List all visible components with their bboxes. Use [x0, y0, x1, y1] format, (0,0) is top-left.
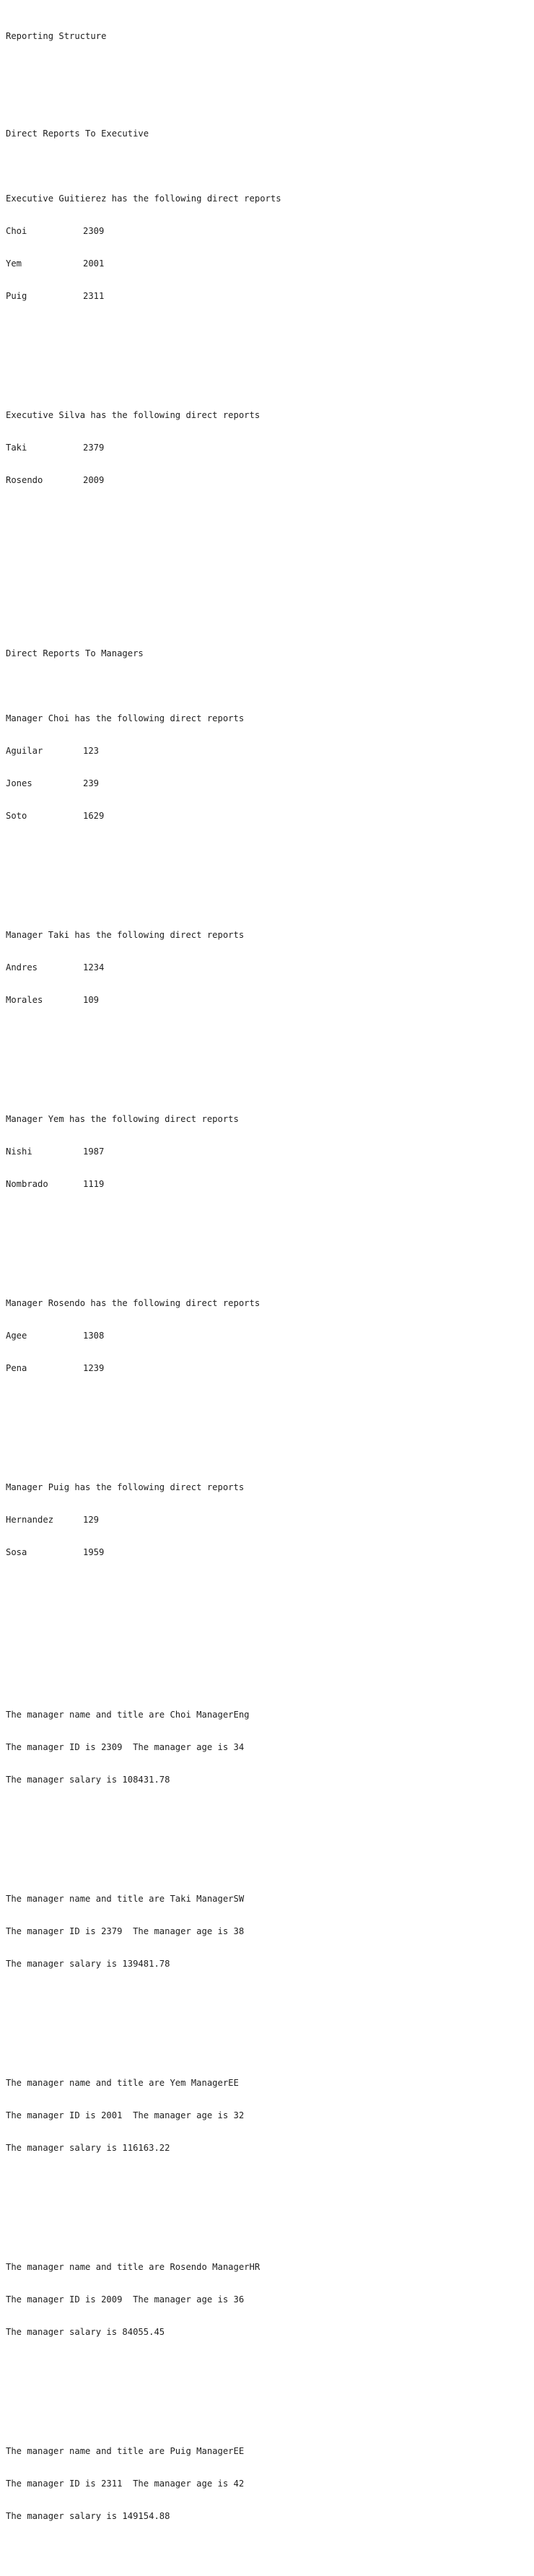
console-output	[6, 9, 525, 2576]
report-name: Hernandez	[6, 1515, 54, 1525]
blank-line	[6, 1049, 525, 1060]
report-row	[6, 1515, 525, 1526]
report-row	[6, 778, 525, 789]
manager-salary: The manager salary is 84055.45	[6, 2327, 165, 2337]
manager-detail-block	[6, 2424, 525, 2544]
report-row	[6, 995, 525, 1006]
manager-group	[6, 1276, 525, 1396]
report-id: 1308	[83, 1331, 105, 1341]
manager-salary: The manager salary is 139481.78	[6, 1959, 170, 1969]
group-header: Manager Yem has the following direct reports	[6, 1114, 239, 1124]
report-row	[6, 1547, 525, 1558]
report-id: 123	[83, 746, 100, 756]
manager-detail-block	[6, 2056, 525, 2175]
report-name: Sosa	[6, 1547, 27, 1557]
report-id: 1119	[83, 1179, 105, 1189]
section-heading: Direct Reports To Managers	[6, 648, 144, 658]
manager-group	[6, 692, 525, 843]
blank-line	[6, 2197, 525, 2208]
report-name: Rosendo	[6, 475, 43, 485]
report-id: 1959	[83, 1547, 105, 1557]
blank-line	[6, 1233, 525, 1244]
blank-lines	[6, 562, 525, 594]
blank-line	[6, 2381, 525, 2392]
report-name: Puig	[6, 291, 27, 301]
report-row	[6, 1363, 525, 1374]
report-id: 2009	[83, 475, 105, 485]
report-row	[6, 1146, 525, 1157]
manager-id-age: The manager ID is 2311 The manager age is 42	[6, 2479, 245, 2489]
blank-line	[6, 865, 525, 876]
report-name: Soto	[6, 811, 27, 821]
report-id: 109	[83, 995, 100, 1005]
manager-salary: The manager salary is 116163.22	[6, 2143, 170, 2153]
group-header: Manager Choi has the following direct reports	[6, 713, 245, 723]
report-name: Agee	[6, 1331, 27, 1341]
manager-group	[6, 908, 525, 1027]
manager-id-age: The manager ID is 2009 The manager age is 36	[6, 2294, 245, 2305]
report-row	[6, 1179, 525, 1190]
managers-section	[6, 627, 525, 1601]
report-row	[6, 811, 525, 822]
page-title: Reporting Structure	[6, 31, 107, 41]
report-id: 1239	[83, 1363, 105, 1373]
executives-section	[6, 107, 525, 529]
report-name: Nombrado	[6, 1179, 48, 1189]
manager-detail-block	[6, 2240, 525, 2359]
report-row	[6, 746, 525, 757]
report-name: Jones	[6, 778, 32, 788]
manager-salary: The manager salary is 149154.88	[6, 2511, 170, 2521]
report-id: 239	[83, 778, 100, 788]
report-row	[6, 962, 525, 973]
report-name: Yem	[6, 258, 22, 269]
report-name: Andres	[6, 962, 38, 972]
report-id: 2001	[83, 258, 105, 269]
report-row	[6, 226, 525, 237]
manager-name-title: The manager name and title are Choi ManagerEng	[6, 1710, 250, 1720]
manager-salary: The manager salary is 108431.78	[6, 1775, 170, 1785]
report-name: Nishi	[6, 1146, 32, 1157]
blank-line	[6, 2013, 525, 2024]
manager-group	[6, 1092, 525, 1211]
executive-group	[6, 388, 525, 508]
report-id: 1987	[83, 1146, 105, 1157]
report-id: 2379	[83, 443, 105, 453]
section-heading: Direct Reports To Executive	[6, 129, 149, 139]
manager-name-title: The manager name and title are Puig ManagerEE	[6, 2446, 245, 2456]
group-header: Manager Rosendo has the following direct reports	[6, 1298, 261, 1308]
report-id: 1629	[83, 811, 105, 821]
manager-id-age: The manager ID is 2379 The manager age is 38	[6, 1926, 245, 1936]
blank-line	[6, 1623, 525, 1634]
manager-detail-block	[6, 1688, 525, 1807]
group-header: Executive Guitierez has the following direct reports	[6, 193, 281, 204]
report-row	[6, 1331, 525, 1341]
manager-name-title: The manager name and title are Yem ManagerEE	[6, 2078, 239, 2088]
report-id: 129	[83, 1515, 100, 1525]
report-name: Taki	[6, 443, 27, 453]
report-row	[6, 443, 525, 453]
group-header: Manager Puig has the following direct reports	[6, 1482, 245, 1492]
report-id: 2311	[83, 291, 105, 301]
report-row	[6, 475, 525, 486]
report-id: 1234	[83, 962, 105, 972]
report-id: 2309	[83, 226, 105, 236]
manager-details-section	[6, 1666, 525, 2565]
blank-line	[6, 345, 525, 356]
manager-group	[6, 1461, 525, 1580]
report-name: Choi	[6, 226, 27, 236]
blank-line	[6, 1829, 525, 1840]
blank-line	[6, 64, 525, 74]
manager-name-title: The manager name and title are Rosendo ManagerHR	[6, 2262, 261, 2272]
blank-line	[6, 1417, 525, 1428]
report-name: Pena	[6, 1363, 27, 1373]
manager-name-title: The manager name and title are Taki ManagerSW	[6, 1894, 245, 1904]
report-name: Morales	[6, 995, 43, 1005]
manager-id-age: The manager ID is 2309 The manager age is 34	[6, 1742, 245, 1752]
report-row	[6, 258, 525, 269]
report-name: Aguilar	[6, 746, 43, 756]
manager-id-age: The manager ID is 2001 The manager age is 32	[6, 2110, 245, 2120]
executive-group	[6, 172, 525, 323]
report-row	[6, 291, 525, 302]
group-header: Executive Silva has the following direct reports	[6, 410, 261, 420]
group-header: Manager Taki has the following direct reports	[6, 930, 245, 940]
manager-detail-block	[6, 1872, 525, 1991]
